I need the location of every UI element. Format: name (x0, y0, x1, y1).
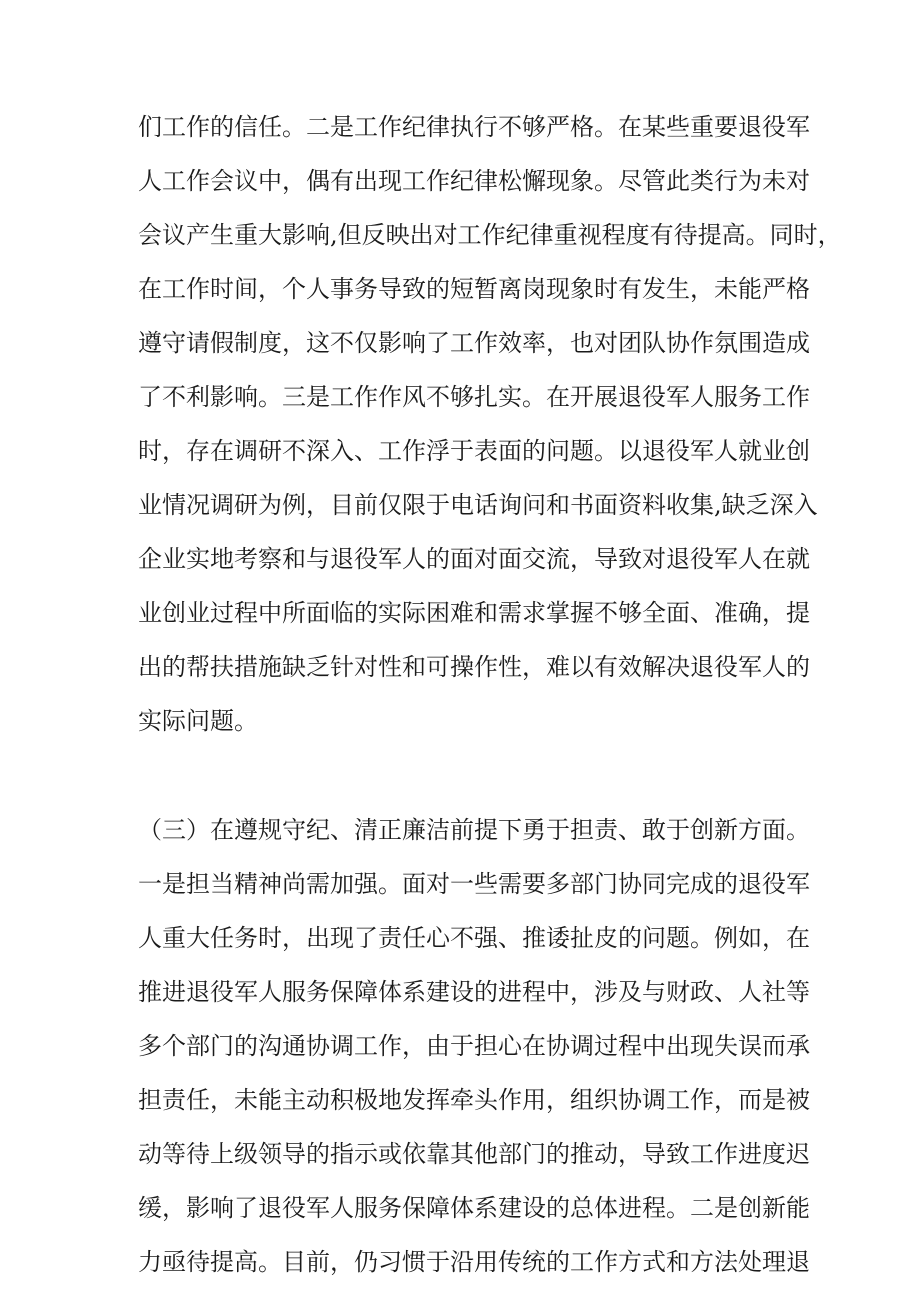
text-line: 业创业过程中所面临的实际困难和需求掌握不够全面、准确，提 (138, 599, 810, 627)
text-line: 时，存在调研不深入、工作浮于表面的问题。以退役军人就业创 (138, 437, 810, 465)
text-line: 遵守请假制度，这不仅影响了工作效率，也对团队协作氛围造成 (138, 329, 810, 357)
text-line: 了不利影响。三是工作作风不够扎实。在开展退役军人服务工作 (138, 383, 810, 411)
text-line: 出的帮扶措施缺乏针对性和可操作性，难以有效解决退役军人的 (138, 653, 810, 681)
text-line: 们工作的信任。二是工作纪律执行不够严格。在某些重要退役军 (138, 113, 810, 141)
text-line: 动等待上级领导的指示或依靠其他部门的推动，导致工作进度迟 (138, 1140, 810, 1168)
text-line: （三）在遵规守纪、清正廉洁前提下勇于担责、敢于创新方面。 (138, 816, 810, 844)
text-line: 业情况调研为例，目前仅限于电话询问和书面资料收集,缺乏深入 (138, 491, 818, 519)
text-line: 实际问题。 (138, 707, 258, 735)
text-line: 力亟待提高。目前，仍习惯于沿用传统的工作方式和方法处理退 (138, 1248, 810, 1276)
text-line: 担责任，未能主动积极地发挥牵头作用，组织协调工作，而是被 (138, 1086, 810, 1114)
text-line: 在工作时间，个人事务导致的短暂离岗现象时有发生，未能严格 (138, 275, 810, 303)
text-line: 人重大任务时，出现了责任心不强、推诿扯皮的问题。例如，在 (138, 924, 810, 952)
text-line: 一是担当精神尚需加强。面对一些需要多部门协同完成的退役军 (138, 870, 810, 898)
text-line: 多个部门的沟通协调工作，由于担心在协调过程中出现失误而承 (138, 1032, 810, 1060)
text-line: 推进退役军人服务保障体系建设的进程中，涉及与财政、人社等 (138, 978, 810, 1006)
text-line: 企业实地考察和与退役军人的面对面交流，导致对退役军人在就 (138, 545, 810, 573)
text-line: 人工作会议中，偶有出现工作纪律松懈现象。尽管此类行为未对 (138, 167, 810, 195)
text-line: 缓，影响了退役军人服务保障体系建设的总体进程。二是创新能 (138, 1194, 810, 1222)
text-line: 会议产生重大影响,但反映出对工作纪律重视程度有待提高。同时， (138, 221, 842, 249)
